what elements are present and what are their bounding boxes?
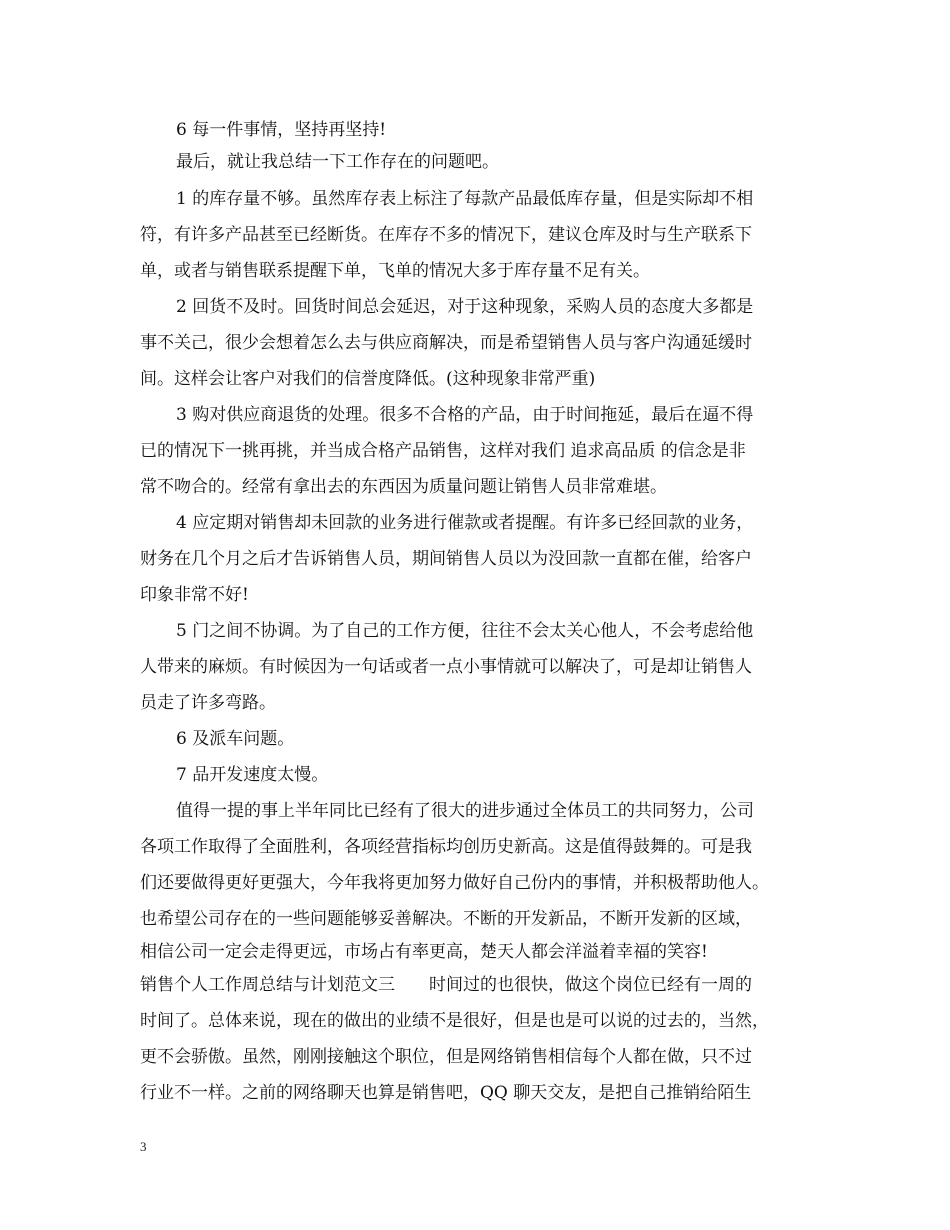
text-line: 时间了。总体来说，现在的做出的业绩不是很好，但是也是可以说的过去的，当然， bbox=[140, 1011, 769, 1031]
text-line: 更不会骄傲。虽然，刚刚接触这个职位，但是网络销售相信每个人都在做，只不过 bbox=[140, 1047, 752, 1067]
text-line: 财务在几个月之后才告诉销售人员，期间销售人员以为没回款一直都在催，给客户 bbox=[140, 549, 752, 569]
text-line: 也希望公司存在的一些问题能够妥善解决。不断的开发新品，不断开发新的区域， bbox=[140, 909, 752, 929]
text-line: 7 品开发速度太慢。 bbox=[176, 765, 329, 785]
text-line: 2 回货不及时。回货时间总会延迟，对于这种现象，采购人员的态度大多都是 bbox=[176, 297, 754, 317]
text-line: 事不关己，很少会想着怎么去与供应商解决，而是希望销售人员与客户沟通延缓时 bbox=[140, 333, 752, 353]
text-line: 各项工作取得了全面胜利，各项经营指标均创历史新高。这是值得鼓舞的。可是我 bbox=[140, 837, 752, 857]
text-line: 人带来的麻烦。有时候因为一句话或者一点小事情就可以解决了，可是却让销售人 bbox=[140, 657, 752, 677]
text-line: 销售个人工作周总结与计划范文三 时间过的也很快，做这个岗位已经有一周的 bbox=[140, 975, 752, 995]
text-line: 3 购对供应商退货的处理。很多不合格的产品，由于时间拖延，最后在逼不得 bbox=[176, 405, 754, 425]
text-line: 6 每一件事情，坚持再坚持! bbox=[176, 120, 387, 140]
text-line: 6 及派车问题。 bbox=[176, 729, 295, 749]
text-line: 们还要做得更好更强大，今年我将更加努力做好自己份内的事情，并积极帮助他人。 bbox=[140, 873, 769, 893]
text-line: 值得一提的事上半年同比已经有了很大的进步通过全体员工的共同努力，公司 bbox=[176, 801, 754, 821]
text-line: 5 门之间不协调。为了自己的工作方便，往往不会太关心他人，不会考虑给他 bbox=[176, 621, 754, 641]
page-number: 3 bbox=[140, 1139, 147, 1154]
text-line: 符，有许多产品甚至已经断货。在库存不多的情况下，建议仓库及时与生产联系下 bbox=[140, 225, 752, 245]
text-line: 最后，就让我总结一下工作存在的问题吧。 bbox=[176, 152, 499, 172]
text-line: 4 应定期对销售却未回款的业务进行催款或者提醒。有许多已经回款的业务， bbox=[176, 513, 754, 533]
text-line: 单，或者与销售联系提醒下单，飞单的情况大多于库存量不足有关。 bbox=[140, 261, 650, 281]
text-line: 1 的库存量不够。虽然库存表上标注了每款产品最低库存量，但是实际却不相 bbox=[176, 189, 754, 209]
text-line: 印象非常不好! bbox=[140, 585, 249, 605]
text-line: 员走了许多弯路。 bbox=[140, 693, 276, 713]
text-line: 行业不一样。之前的网络聊天也算是销售吧，QQ 聊天交友，是把自己推销给陌生 bbox=[140, 1083, 752, 1103]
text-line: 相信公司一定会走得更远，市场占有率更高，楚天人都会洋溢着幸福的笑容! bbox=[140, 942, 708, 962]
text-line: 常不吻合的。经常有拿出去的东西因为质量问题让销售人员非常难堪。 bbox=[140, 477, 667, 497]
text-line: 已的情况下一挑再挑，并当成合格产品销售，这样对我们 追求高品质 的信念是非 bbox=[140, 441, 746, 461]
text-line: 间。这样会让客户对我们的信誉度降低。(这种现象非常严重) bbox=[140, 369, 596, 389]
